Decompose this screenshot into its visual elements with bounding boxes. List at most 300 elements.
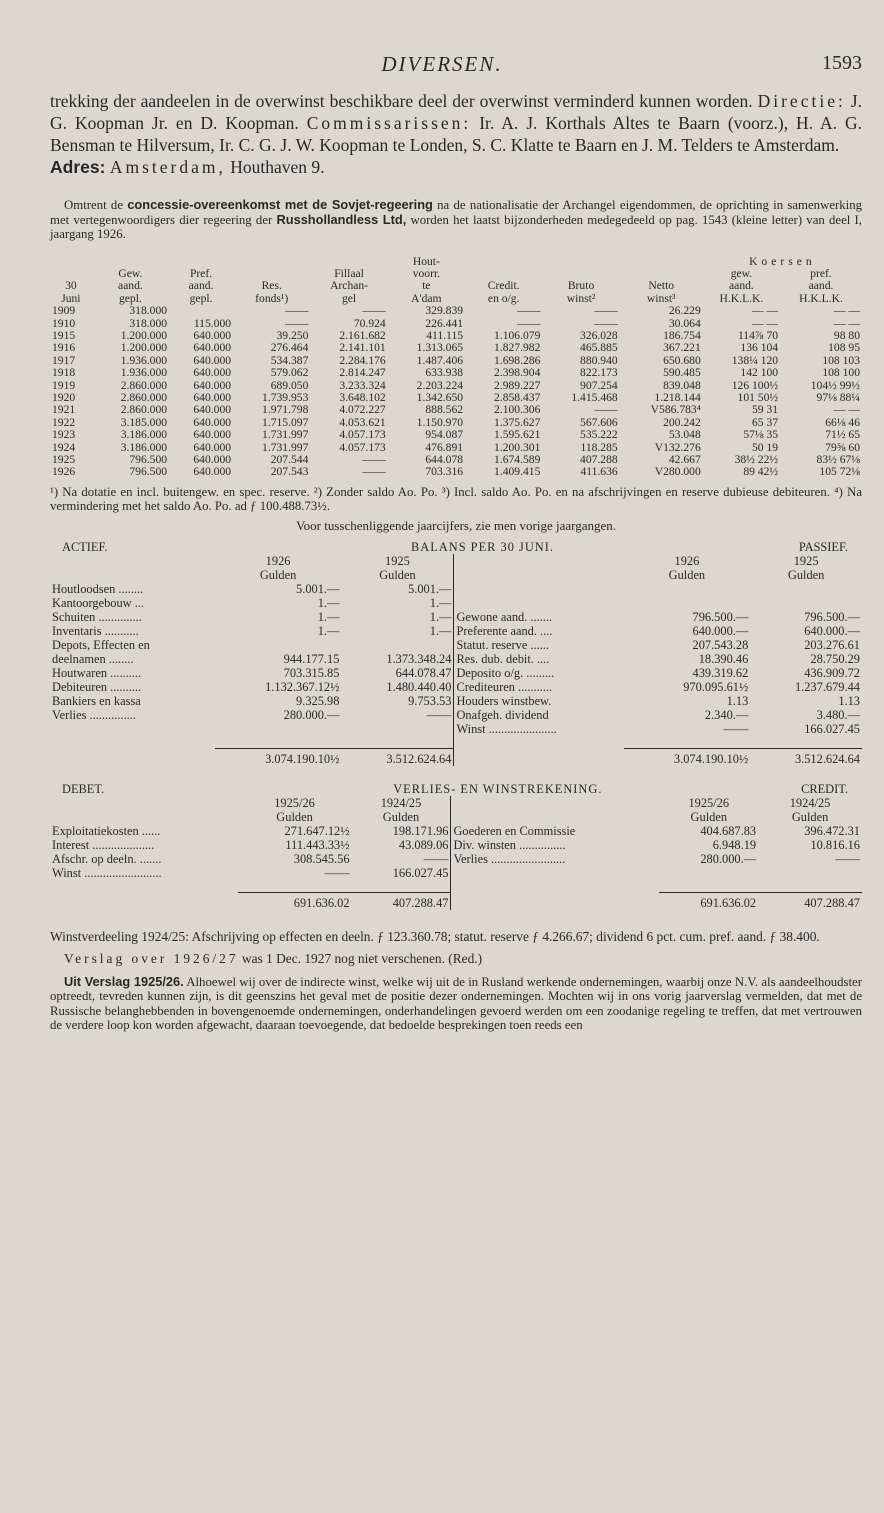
line-item-value: 166.027.45 <box>392 865 449 880</box>
column-header: en o/g. <box>487 291 520 305</box>
table-cell: 1.487.406 <box>416 353 464 367</box>
table-cell: 53.048 <box>668 428 701 442</box>
table-cell: 633.938 <box>425 366 464 380</box>
column-header: winst³ <box>646 291 676 305</box>
column-header: te <box>422 279 431 293</box>
total-value: 691.636.02 <box>238 892 352 910</box>
total-value: 407.288.47 <box>758 892 862 910</box>
line-item-value: —— <box>835 851 860 866</box>
table-cell: 38½ 22½ <box>734 453 779 466</box>
table-cell: 115.000 <box>193 316 232 330</box>
line-item-value: 796.500.— <box>692 609 749 624</box>
year-header: 1925/26 <box>274 795 315 810</box>
table-row <box>50 342 862 354</box>
table-cell: 367.221 <box>663 341 701 355</box>
spacer <box>454 748 624 766</box>
column-header: aand. <box>808 279 834 293</box>
side-label: PASSIEF. <box>798 539 848 554</box>
intro-paragraph <box>50 90 862 178</box>
line-item-value: —— <box>723 721 749 736</box>
column-header: Netto <box>648 279 675 293</box>
page-header <box>0 50 884 80</box>
concession-text: worden het laatst bijzonderheden medegedeeld op pag. 1543 (kleine letter) van deel I, jaargang 1926. <box>50 212 863 241</box>
table-cell: 114⅞ 70 <box>737 328 779 342</box>
account-header-row <box>50 810 862 824</box>
table-cell: 640.000 <box>193 440 232 454</box>
table-cell: —— <box>594 403 618 417</box>
line-item-label <box>454 596 624 610</box>
financial-table <box>50 256 862 479</box>
report-note-text: was 1 Dec. 1927 nog niet verschenen. (Red.) <box>238 951 483 967</box>
line-item-label: Div. winsten ............... <box>451 838 659 852</box>
line-item-value: 439.319.62 <box>692 665 749 680</box>
line-item-value: 1.— <box>317 623 340 638</box>
line-item-value: 2.340.— <box>704 707 749 722</box>
column-header: voorr. <box>412 266 441 280</box>
year-cell: 1910 <box>52 316 76 330</box>
spacer <box>50 554 215 568</box>
line-item-value: 5.001.— <box>296 581 340 596</box>
table-cell: 407.288 <box>580 453 618 466</box>
table-cell: — — <box>752 304 779 318</box>
account-row <box>50 694 862 708</box>
account-spacer-row <box>50 880 862 893</box>
table-cell: —— <box>285 316 309 330</box>
line-item-value: 944.177.15 <box>283 651 340 666</box>
table-cell: 2.814.247 <box>339 366 386 380</box>
table-cell: 1.342.650 <box>416 390 464 404</box>
column-group-label: Koersen <box>749 254 816 268</box>
table-cell: 1.375.627 <box>494 415 541 429</box>
line-item-label: Exploitatiekosten ...... <box>52 823 161 838</box>
line-item-label: Verlies ............... <box>52 707 136 722</box>
account-row <box>50 680 862 694</box>
account-row <box>50 596 862 610</box>
table-cell: 3.186.000 <box>120 428 168 442</box>
account-title: BALANS PER 30 JUNI. <box>411 539 554 554</box>
table-cell: — — <box>833 316 860 330</box>
table-cell: 640.000 <box>193 403 232 417</box>
spacer <box>50 796 238 810</box>
table-cell: 318.000 <box>129 316 168 330</box>
table-cell: 1.936.000 <box>120 353 168 367</box>
table-cell: —— <box>517 304 541 318</box>
table-cell: 79⅝ 60 <box>825 440 860 454</box>
line-item-label: Houtloodsen ........ <box>52 581 144 596</box>
table-cell: 276.464 <box>270 341 309 355</box>
table-cell: 888.562 <box>425 403 464 417</box>
line-item-label: Houders winstbew. <box>454 694 624 708</box>
concession-paragraph <box>50 198 862 242</box>
line-item-value: 396.472.31 <box>804 823 860 838</box>
table-cell: 1.827.982 <box>494 341 541 355</box>
unit-header: Gulden <box>791 809 829 824</box>
line-item-value <box>215 722 342 736</box>
table-cell: 476.891 <box>425 440 464 454</box>
table-cell: 640.000 <box>193 390 232 404</box>
account-header-row <box>50 554 862 568</box>
line-item-label: Winst ......................... <box>52 865 162 880</box>
spacer <box>50 810 238 824</box>
column-header: Bruto <box>567 279 595 293</box>
unit-header: Gulden <box>276 809 313 824</box>
account-row <box>50 722 862 736</box>
line-item-label: Verlies ........................ <box>451 852 659 866</box>
table-cell: 822.173 <box>580 366 618 380</box>
line-item-label: Kantoorgebouw ... <box>52 595 144 610</box>
line-item-value: 3.480.— <box>816 707 860 722</box>
column-header: fonds¹) <box>255 291 289 305</box>
unit-header: Gulden <box>259 567 297 582</box>
year-header: 1925 <box>793 553 819 568</box>
account-title-row <box>50 782 862 796</box>
line-item-label: Winst ...................... <box>454 722 624 736</box>
line-item-value <box>750 582 862 596</box>
table-row <box>50 367 862 379</box>
line-item-value: 203.276.61 <box>804 637 860 652</box>
table-cell <box>169 305 233 317</box>
year-cell: 1916 <box>52 341 76 355</box>
table-cell: 640.000 <box>193 378 232 392</box>
line-item-value: 1.13 <box>726 693 749 708</box>
year-cell: 1919 <box>52 378 76 392</box>
year-cell: 1917 <box>52 353 76 367</box>
year-cell: 1918 <box>52 366 76 380</box>
unit-header: Gulden <box>787 567 825 582</box>
year-cell: 1926 <box>52 465 76 479</box>
table-cell: — — <box>833 403 860 417</box>
line-item-label: Gewone aand. ....... <box>454 610 624 624</box>
table-cell: 640.000 <box>193 453 232 466</box>
table-cell: 640.000 <box>193 465 232 479</box>
company-name: Russhollandless Ltd, <box>276 211 407 227</box>
table-cell: 1.595.621 <box>494 428 541 442</box>
spacer <box>50 736 454 749</box>
line-item-value: 43.089.06 <box>398 837 449 852</box>
table-cell: V132.276 <box>654 440 701 454</box>
table-row <box>50 466 862 478</box>
line-item-value: 1.237.679.44 <box>794 679 860 694</box>
column-header: Archan- <box>330 279 369 293</box>
table-cell: 1.715.097 <box>262 415 309 429</box>
line-item-value <box>659 866 758 880</box>
column-group-label: Hout- <box>412 254 440 268</box>
line-item-label: Afschr. op deeln. ....... <box>52 851 162 866</box>
account-row <box>50 708 862 722</box>
line-item-value: 640.000.— <box>692 623 749 638</box>
page-content <box>50 90 862 1033</box>
table-cell: 411.636 <box>580 465 618 479</box>
column-header: aand. <box>729 279 754 293</box>
table-cell: 954.087 <box>425 428 464 442</box>
table-cell: 126 100½ <box>731 378 779 392</box>
year-header: 1925/26 <box>688 795 730 810</box>
line-item-label: Houtwaren .......... <box>52 665 142 680</box>
line-item-value: 280.000.— <box>700 851 757 866</box>
table-cell: 3.233.324 <box>339 378 386 392</box>
table-cell: 465.885 <box>580 341 618 355</box>
total-value: 3.074.190.10½ <box>215 748 342 766</box>
line-item-value: 1.13 <box>838 693 860 708</box>
column-header: H.K.L.K. <box>799 291 843 305</box>
intro-text: trekking der aandeelen in de overwinst beschikbare deel der overwinst verminderd kunnen worden. <box>50 91 758 111</box>
table-cell: 39.250 <box>276 328 309 342</box>
line-item-label: Schuiten .............. <box>52 609 142 624</box>
table-cell: 108 100 <box>822 366 860 380</box>
table-cell: 1.106.079 <box>494 328 541 342</box>
column-header: aand. <box>188 279 214 293</box>
column-header: 30 <box>65 279 77 293</box>
line-item-value: 207.543.28 <box>692 637 749 652</box>
column-header: A'dam <box>411 291 442 305</box>
column-header: Pref. <box>189 266 213 280</box>
year-cell: 1920 <box>52 390 76 404</box>
table-cell: 26.229 <box>668 304 701 318</box>
line-item-label: Onafgeh. dividend <box>454 708 624 722</box>
distribution-paragraph: Winstverdeeling 1924/25: Afschrijving op effecten en deeln. ƒ 123.360.78; statut. reserve ƒ 4.266.67; dividend 6 pct. cum. pref. aand. ƒ 38.400. <box>50 928 820 944</box>
line-item-value: 18.390.46 <box>698 651 749 666</box>
table-cell: 318.000 <box>129 304 168 318</box>
table-cell: V280.000 <box>654 465 701 479</box>
year-cell: 1922 <box>52 415 76 429</box>
table-cell: 207.544 <box>270 453 309 466</box>
account-row <box>50 866 862 880</box>
report-excerpt <box>50 975 862 1033</box>
column-header: Fillaal <box>334 266 364 280</box>
account-header-row <box>50 568 862 582</box>
column-header: Juni <box>61 291 81 305</box>
total-value: 407.288.47 <box>352 892 451 910</box>
line-item-label: deelnamen ........ <box>52 651 134 666</box>
account-header-row <box>50 796 862 810</box>
line-item-value: 9.325.98 <box>296 693 340 708</box>
spacer <box>50 892 238 910</box>
year-cell: 1924 <box>52 440 76 454</box>
unit-header: Gulden <box>668 567 706 582</box>
account-row <box>50 838 862 852</box>
concession-highlight: concessie-overeenkomst met de Sovjet-regeering <box>127 197 433 212</box>
line-item-label: Res. dub. debit. .... <box>454 652 624 666</box>
total-value: 3.512.624.64 <box>750 748 862 766</box>
table-cell: 1.313.065 <box>416 341 464 355</box>
table-cell: 534.387 <box>270 353 309 367</box>
table-cell: 136 104 <box>740 341 779 355</box>
column-header: Res. <box>261 279 282 293</box>
line-item-label: Depots, Effecten en <box>52 637 150 652</box>
table-cell: 2.141.101 <box>339 341 386 355</box>
line-item-value: 1.— <box>429 595 452 610</box>
table-cell: 329.839 <box>425 304 464 318</box>
table-cell: 186.754 <box>663 328 701 342</box>
table-cell: 2.860.000 <box>120 403 168 417</box>
table-cell: 1.409.415 <box>494 465 541 479</box>
column-header: H.K.L.K. <box>719 291 764 305</box>
table-cell: 1.200.000 <box>120 341 168 355</box>
table-cell: 579.062 <box>270 366 309 380</box>
table-header <box>50 268 862 305</box>
line-item-value: 308.545.56 <box>293 851 350 866</box>
account-title: VERLIES- EN WINSTREKENING. <box>393 781 603 796</box>
side-label: ACTIEF. <box>62 539 108 554</box>
line-item-label: Interest .................... <box>52 837 155 852</box>
line-item-value: 970.095.61½ <box>683 679 749 694</box>
intermediate-note: Voor tusschenliggende jaarcijfers, zie men vorige jaargangen. <box>295 517 617 533</box>
spacer <box>451 880 862 893</box>
line-item-label <box>50 722 215 736</box>
unit-header: Gulden <box>690 809 728 824</box>
table-cell: 1.218.144 <box>654 390 701 404</box>
page-number: 1593 <box>822 52 862 74</box>
table-cell: 590.485 <box>663 366 701 380</box>
table-cell: 105 72⅛ <box>819 465 860 479</box>
table-cell: 411.115 <box>426 328 464 342</box>
table-cell: 42.667 <box>668 453 701 466</box>
table-cell: 567.606 <box>580 415 618 429</box>
year-cell: 1923 <box>52 428 76 442</box>
table-cell: 108 95 <box>828 341 860 355</box>
table-cell: 796.500 <box>129 465 168 479</box>
table-cell: 226.441 <box>425 316 464 330</box>
unit-header: Gulden <box>382 809 420 824</box>
table-cell: 640.000 <box>193 328 232 342</box>
concession-text: na de nationalisatie der Archangel eigendommen, de oprichting in samenwerking met vertegenwoordigers dier regeering der <box>50 198 863 227</box>
table-cell: 200.242 <box>663 415 701 429</box>
table-cell: 2.203.224 <box>416 378 464 392</box>
line-item-value: 9.753.53 <box>408 693 452 708</box>
table-cell: 880.940 <box>580 353 618 367</box>
table-cell: —— <box>594 316 618 330</box>
table-cell: 97⅛ 88¼ <box>816 390 860 404</box>
table-cell: 138¼ 120 <box>731 353 779 367</box>
table-cell: 3.185.000 <box>120 415 168 429</box>
line-item-value <box>215 638 342 652</box>
column-header: winst² <box>566 291 596 305</box>
table-cell: 3.648.102 <box>339 390 386 404</box>
table-cell: 1.674.589 <box>494 453 541 466</box>
table-cell: —— <box>517 316 541 330</box>
table-cell: 118.285 <box>580 440 618 454</box>
table-cell: 30.064 <box>668 316 701 330</box>
table-cell: 4.053.621 <box>339 415 386 429</box>
table-cell: 207.543 <box>270 465 309 479</box>
table-cell: V586.783⁴ <box>650 403 701 417</box>
table-cell: —— <box>362 465 386 479</box>
table-cell: —— <box>362 304 386 318</box>
line-item-label: Crediteuren ........... <box>454 680 624 694</box>
table-cell: 703.316 <box>425 465 464 479</box>
account-row <box>50 638 862 652</box>
table-cell: — — <box>752 316 779 330</box>
year-cell: 1909 <box>52 304 76 318</box>
table-cell: 640.000 <box>193 353 232 367</box>
table-row <box>50 404 862 416</box>
year-header: 1925 <box>385 553 410 568</box>
line-item-value: 280.000.— <box>283 707 340 722</box>
line-item-value: 166.027.45 <box>804 721 860 736</box>
report-excerpt-label: Uit Verslag 1925/26. <box>64 973 184 989</box>
adres-street: Houthaven 9. <box>225 157 325 177</box>
line-item-value: 796.500.— <box>804 609 860 624</box>
table-cell: 108 103 <box>822 353 860 367</box>
table-cell: 83½ 67⅛ <box>816 453 860 466</box>
table-cell: 2.161.682 <box>339 328 386 342</box>
line-item-value: 198.171.96 <box>392 823 449 838</box>
line-item-value: 1.480.440.40 <box>386 679 452 694</box>
table-cell: 98 80 <box>833 328 860 342</box>
table-cell: 4.057.173 <box>339 440 386 454</box>
table-cell: — — <box>833 304 860 318</box>
line-item-value: 404.687.83 <box>700 823 757 838</box>
table-cell: 57⅛ 35 <box>743 428 779 442</box>
line-item-value: 644.078.47 <box>395 665 452 680</box>
year-cell: 1925 <box>52 453 76 466</box>
table-cell: 650.680 <box>663 353 701 367</box>
spacer <box>454 736 862 749</box>
line-item-label <box>454 582 624 596</box>
table-cell: 644.078 <box>425 453 464 466</box>
table-cell: 1.200.301 <box>494 440 541 454</box>
balance-sheet <box>50 540 862 766</box>
table-cell: 640.000 <box>193 366 232 380</box>
account-total-row <box>50 748 862 766</box>
table-cell: 2.398.904 <box>494 366 541 380</box>
spacer <box>50 880 451 893</box>
line-item-value: 111.443.33½ <box>285 837 350 852</box>
year-cell: 1921 <box>52 403 76 417</box>
line-item-value: 1.132.367.12½ <box>265 679 340 694</box>
total-value: 3.074.190.10½ <box>624 748 751 766</box>
year-cell: 1915 <box>52 328 76 342</box>
line-item-label: Bankiers en kassa <box>52 693 141 708</box>
adres-city: Amsterdam, <box>109 157 226 177</box>
line-item-value: 271.647.12½ <box>284 823 350 838</box>
table-cell: 1.415.468 <box>571 390 618 404</box>
table-cell: 2.860.000 <box>120 390 168 404</box>
table-cell: 50 19 <box>752 440 779 454</box>
table-cell: 4.057.173 <box>339 428 386 442</box>
table-cell: 104½ 99½ <box>810 378 860 392</box>
profit-loss-statement <box>50 782 862 910</box>
line-item-value: 6.948.19 <box>712 837 757 852</box>
column-header: gew. <box>730 266 753 280</box>
table-cell: 4.072.227 <box>339 403 386 417</box>
divider-cell <box>451 810 659 824</box>
line-item-value <box>624 596 751 610</box>
unit-header: Gulden <box>379 567 416 582</box>
column-header: Gew. <box>118 266 143 280</box>
table-cell: 839.048 <box>663 378 701 392</box>
table-cell: 326.028 <box>580 328 618 342</box>
table-cell: 2.100.306 <box>494 403 541 417</box>
table-body <box>50 305 862 479</box>
account-row <box>50 852 862 866</box>
table-cell: 71½ 65 <box>825 428 860 442</box>
account-row <box>50 610 862 624</box>
line-item-value <box>758 866 862 880</box>
divider-cell <box>451 796 659 810</box>
table-cell: 66⅛ 46 <box>825 415 860 429</box>
column-header: Credit. <box>487 279 520 293</box>
account-total-row <box>50 892 862 910</box>
year-header: 1926 <box>674 553 700 568</box>
table-cell: 640.000 <box>193 428 232 442</box>
account-row <box>50 652 862 666</box>
table-cell: 1.150.970 <box>416 415 464 429</box>
side-label: CREDIT. <box>801 781 848 796</box>
table-cell: 142 100 <box>740 366 779 380</box>
table-cell: 640.000 <box>193 341 232 355</box>
column-header: aand. <box>118 279 143 293</box>
